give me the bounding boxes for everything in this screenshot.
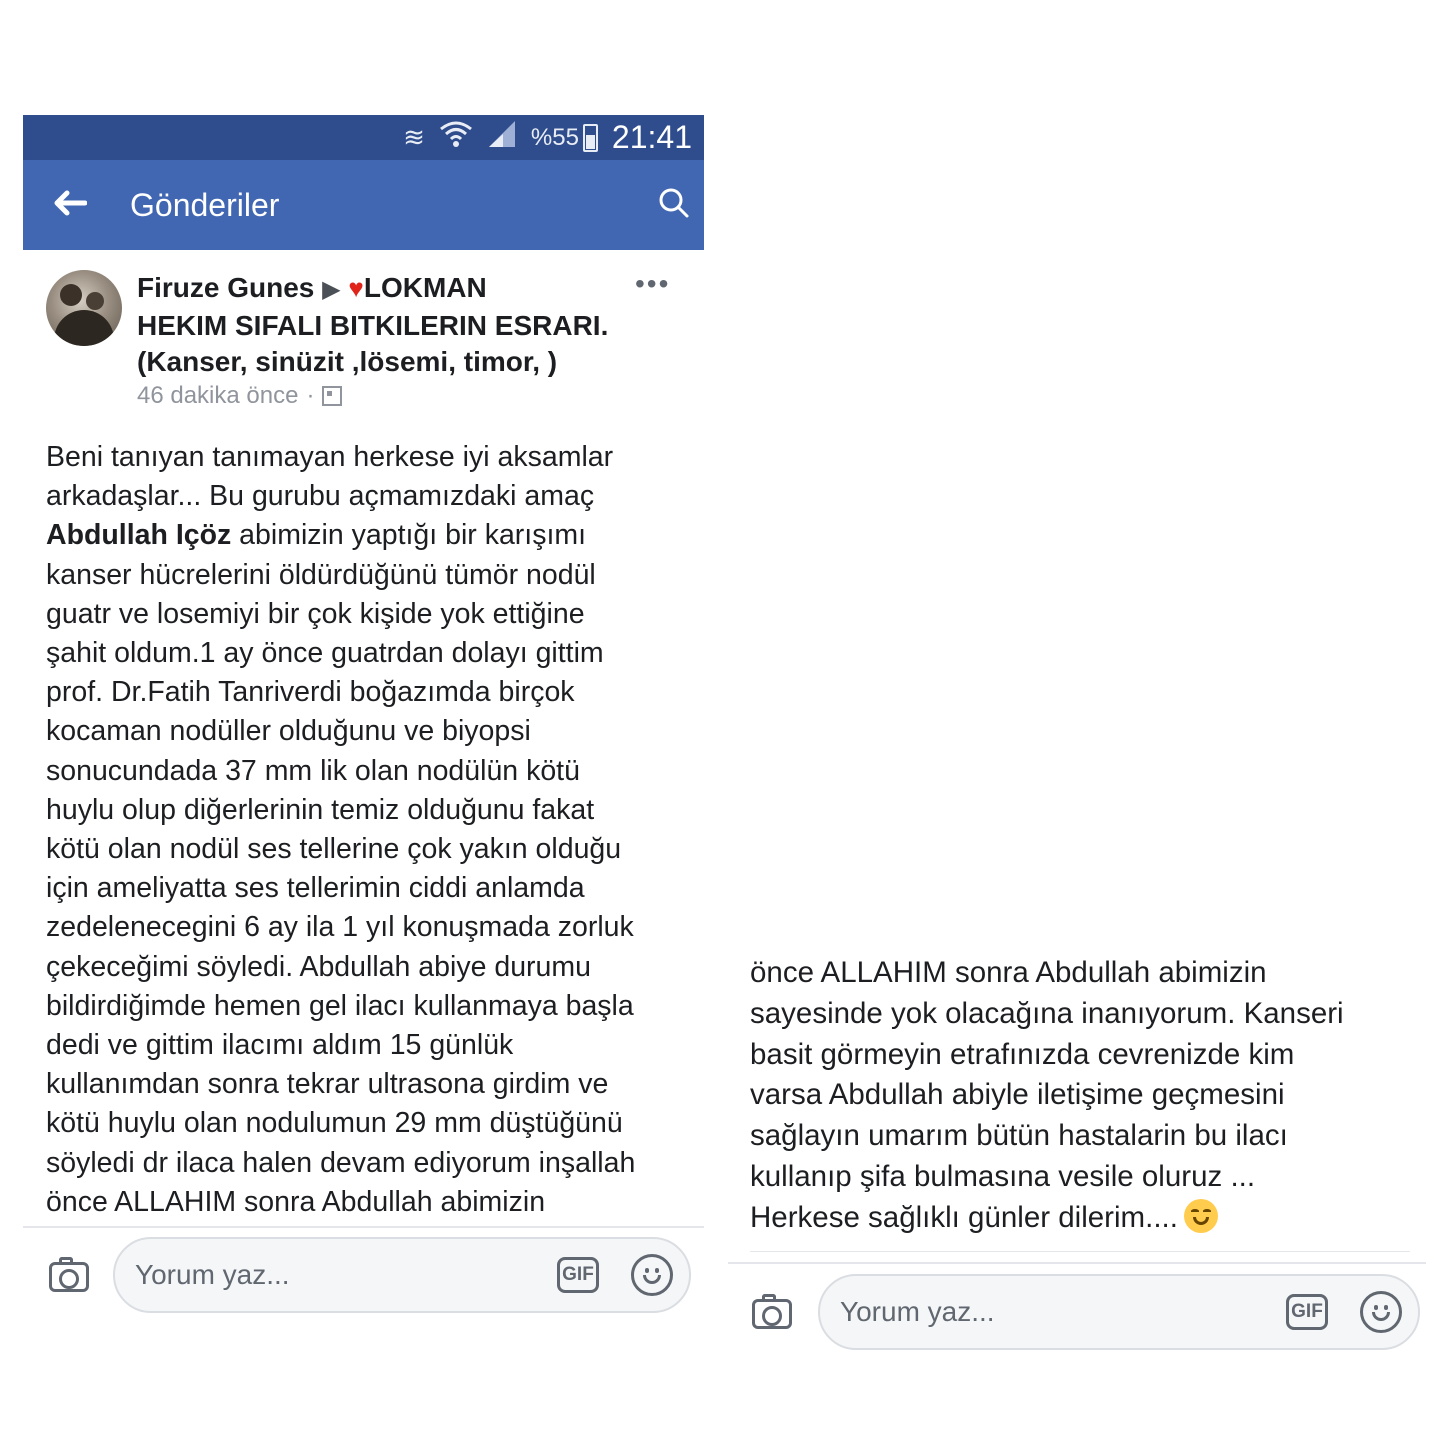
emoji-icon[interactable] (1360, 1291, 1402, 1333)
author-name[interactable]: Firuze Gunes (137, 272, 315, 303)
back-arrow-icon[interactable] (53, 184, 108, 227)
emoji-icon[interactable] (631, 1254, 673, 1296)
post-body-text-1: Beni tanıyan tanımayan herkese iyi aksamlar arkadaşlar... Bu gurubu açmamızdaki amaç (46, 441, 614, 513)
post-body-text-2: abimizin yaptığı bir karışımı kanser hücrelerini öldürdüğünü tümör nodül guatr ve losemiyi bir çok kişide yok ettiğine şahit oldum.1 ay önce guatrdan dolayı gittim prof. Dr.Fatih Tanriverdi boğazımda birçok kocaman nodüller olduğunu ve biyopsi sonucundada 37 mm lik olan nodülün kötü huylu olup diğerlerinin temiz olduğunu fakat kötü olan nodül ses tellerine çok yakın olduğu için ameliyatta ses tellerimin ciddi anlamda zedelenecegini 6 ay ila 1 yıl konuşmada zorluk çekeceğimi söyledi. Abdullah abiye durumu bildirdiğimde hemen gel ilacı kullanmaya başla dedi ve gittim ilacımı aldım 15 günlük kullanımdan sonra tekrar ultrasona girdim ve kötü huylu olan nodulumun 29 mm düştüğünü söyledi dr ilaca halen devam ediyorum inşallah önce ALLAHIM sonra Abdullah abimizin (46, 519, 636, 1218)
camera-icon[interactable] (750, 1292, 796, 1332)
smiling-face-emoji-icon (1184, 1199, 1218, 1233)
play-arrow-icon: ▶ (322, 276, 341, 303)
camera-icon[interactable] (47, 1255, 93, 1295)
comment-bar-right (750, 1274, 1420, 1350)
signal-icon (487, 120, 517, 155)
dot-separator: · (306, 382, 315, 409)
divider-thin (750, 1251, 1410, 1252)
post-body-text-3: önce ALLAHIM sonra Abdullah abimizin sayesinde yok olacağına inanıyorum. Kanseri basit görmeyin etrafınızda cevrenizde kim varsa Abdullah abiyle iletişime geçmesini sağlayın umarım bütün hastalarin bu ilacı kullanıp şifa bulmasına vesile oluruz ... Herkese sağlıklı günler dilerim.... (750, 956, 1344, 1234)
battery-icon (583, 124, 598, 152)
timestamp[interactable]: 46 dakika önce (137, 382, 299, 409)
divider (23, 1226, 704, 1228)
status-bar (23, 115, 704, 160)
comment-placeholder: Yorum yaz... (840, 1296, 995, 1327)
post-meta (137, 382, 342, 410)
group-privacy-icon (322, 386, 342, 406)
battery-percent: %55 (530, 123, 579, 151)
group-name-line3[interactable]: (Kanser, sinüzit ,lösemi, timor, ) (137, 346, 558, 377)
more-options-icon[interactable]: ••• (635, 268, 671, 299)
page-title: Gönderiler (130, 186, 280, 223)
comment-placeholder: Yorum yaz... (135, 1259, 290, 1290)
clock: 21:41 (611, 119, 692, 155)
mentioned-name[interactable]: Abdullah Içöz (46, 519, 232, 552)
battery-indicator (531, 124, 598, 152)
post-body-continued (750, 953, 1400, 1239)
avatar[interactable] (46, 270, 122, 346)
wifi-icon (439, 119, 473, 156)
group-name-line1[interactable]: LOKMAN (363, 272, 487, 303)
search-icon[interactable] (644, 187, 704, 224)
post-title (137, 270, 627, 380)
tulip-icon: ♥ (348, 273, 364, 303)
nav-bar (23, 160, 704, 250)
comment-input[interactable] (818, 1274, 1420, 1350)
comment-input[interactable] (113, 1237, 691, 1313)
gif-button[interactable]: GIF (1286, 1294, 1328, 1330)
comment-bar (47, 1237, 691, 1313)
group-name-line2[interactable]: HEKIM SIFALI BITKILERIN ESRARI. (137, 310, 609, 341)
gif-button[interactable]: GIF (557, 1257, 599, 1293)
post-screen-left (23, 115, 704, 1330)
divider (728, 1262, 1426, 1264)
post-body (46, 438, 686, 1222)
vibrate-icon: ≋ (403, 122, 425, 152)
